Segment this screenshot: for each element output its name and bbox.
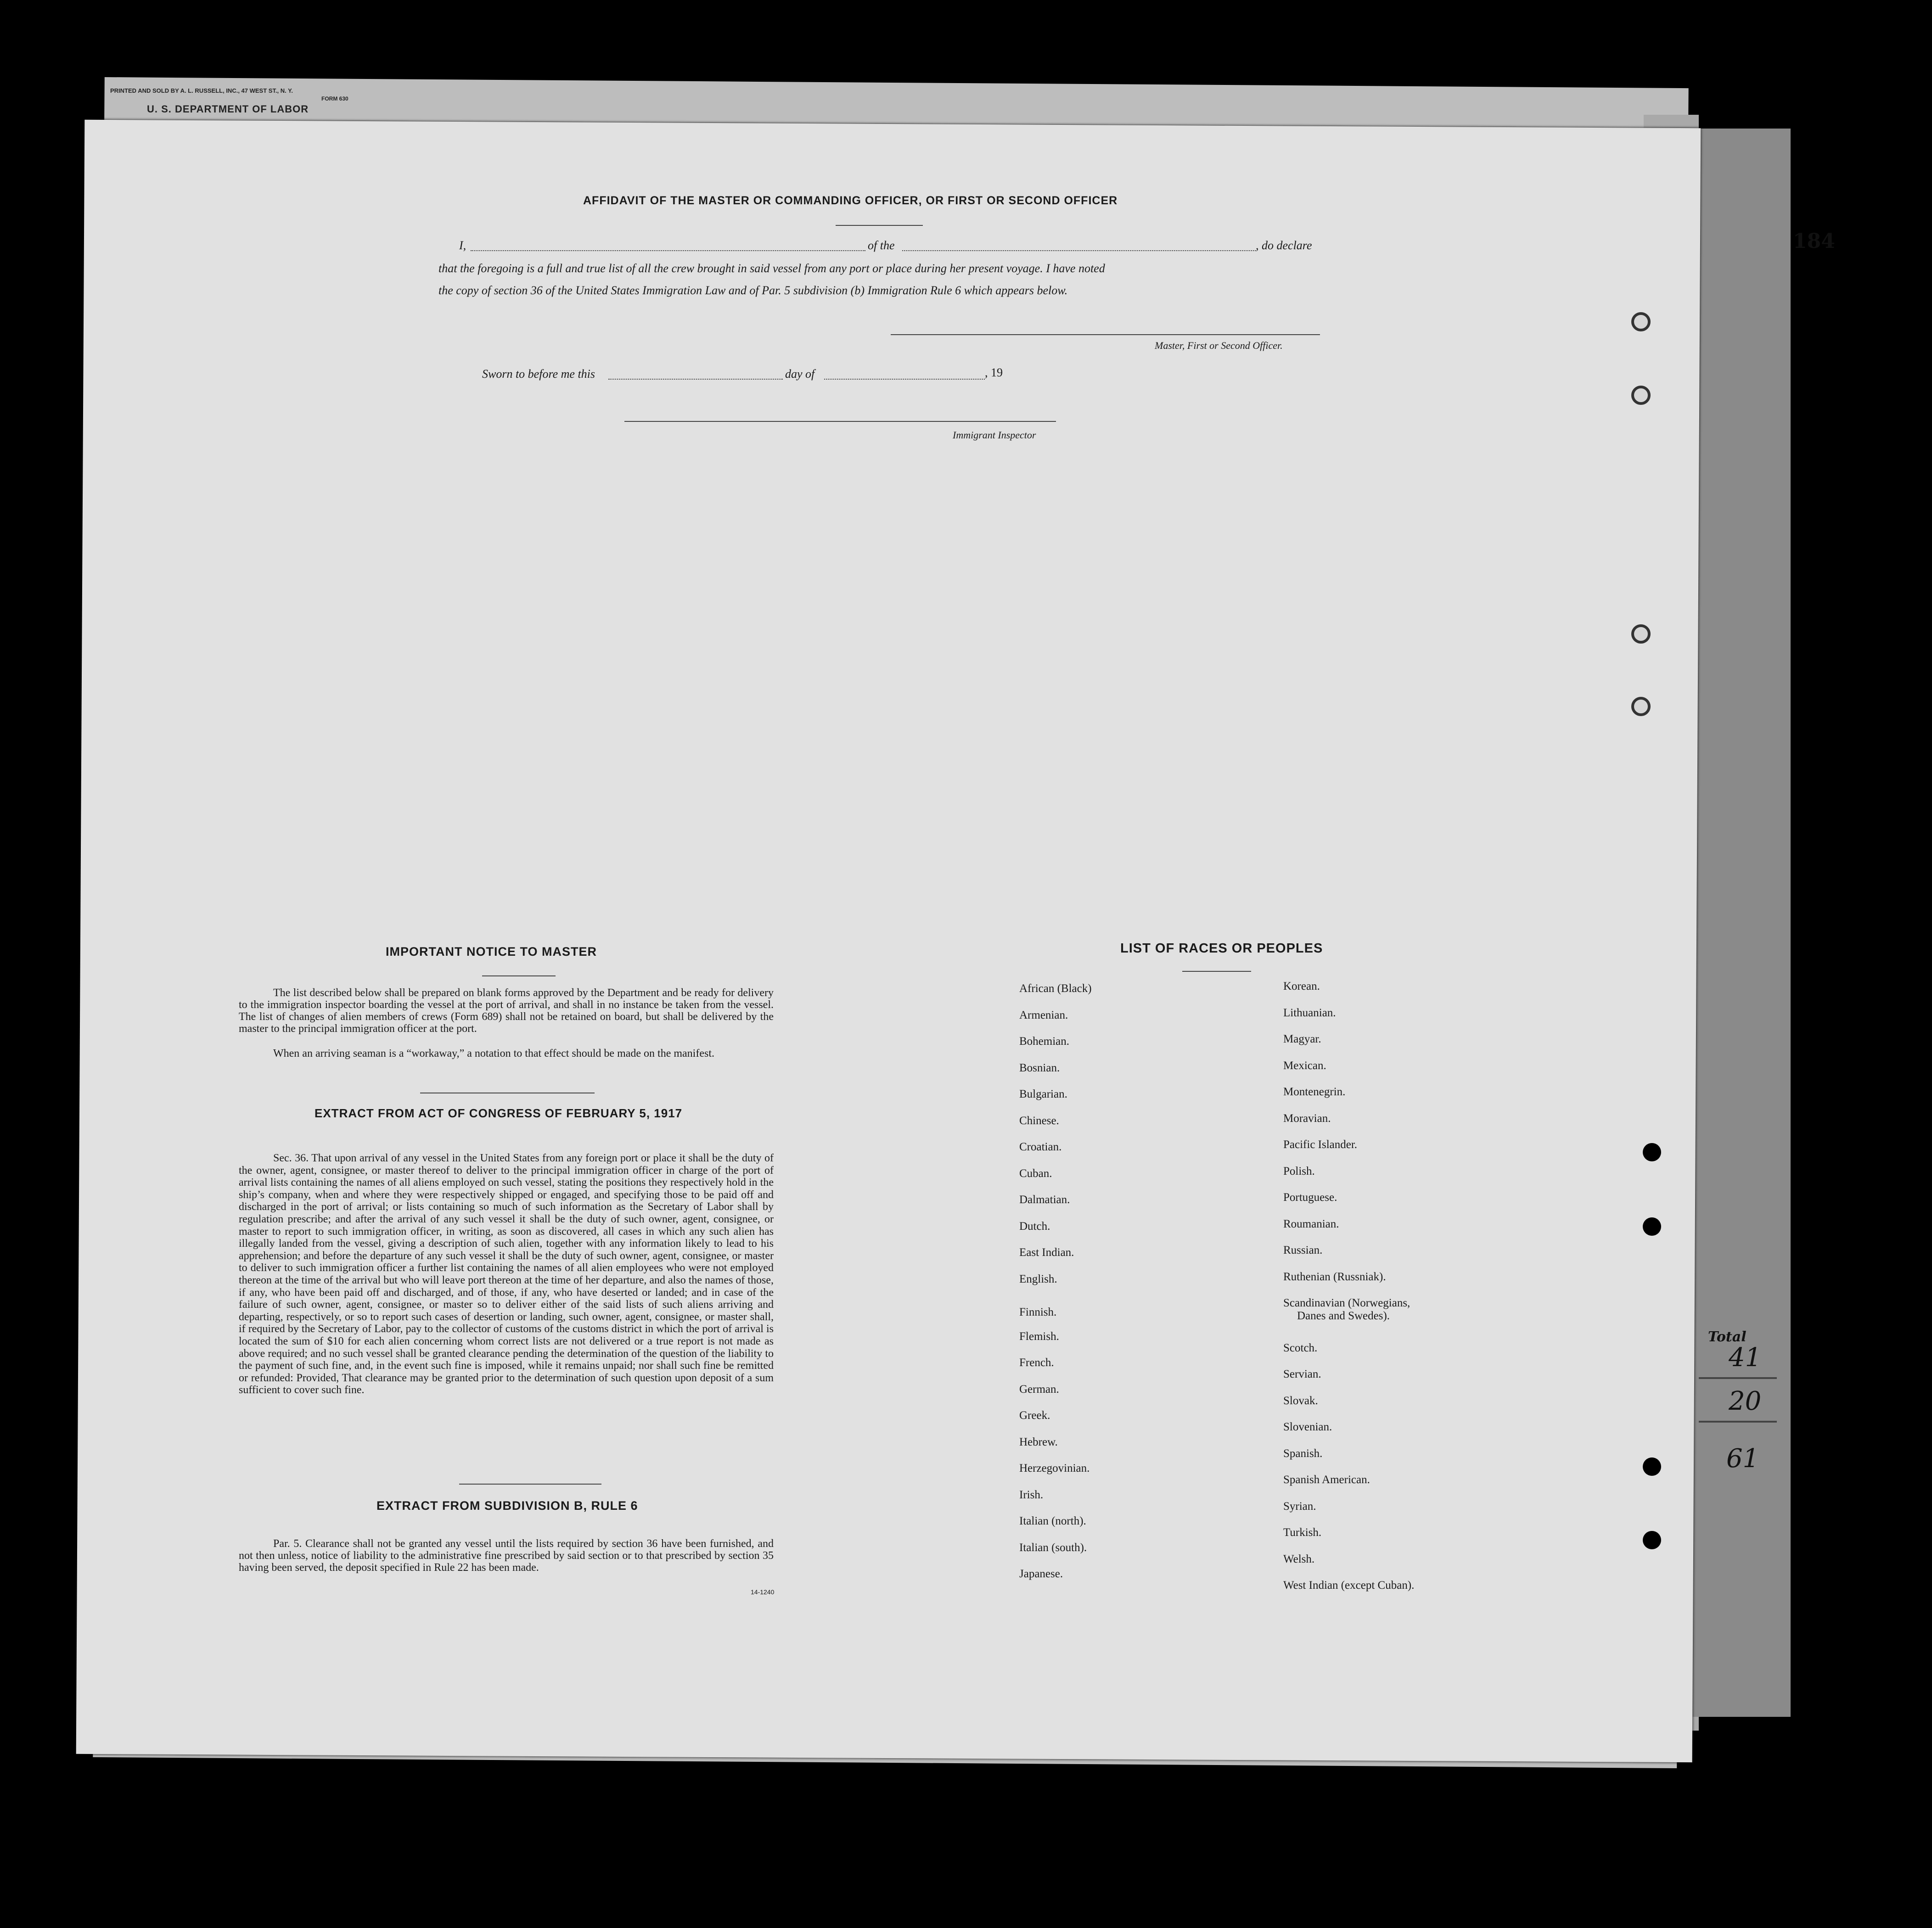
day-field[interactable] [608,379,783,380]
affidavit-body-line2: the copy of section 36 of the United States Immigration Law and of Par. 5 subdivision (b) Immigration Rule 6 which appears below. [438,284,1068,297]
race-item: Welsh. [1283,1552,1315,1565]
binder-hole [1631,312,1651,331]
race-item: Dutch. [1019,1220,1050,1233]
race-item: Bohemian. [1019,1035,1070,1048]
form-number: FORM 630 [321,95,348,102]
extract-rule-text: Par. 5. Clearance shall not be granted any vessel until the lists required by section 36 have been furnished, and not then unless, notice of liability to the administrative fine prescribed by said section or to that prescribed by section 35 having been served, the deposit specified in Rule 22 has been made. [239,1538,774,1574]
affidavit-title: AFFIDAVIT OF THE MASTER OR COMMANDING OFFICER, OR FIRST OR SECOND OFFICER [583,194,1118,207]
race-item: Hebrew. [1019,1435,1058,1448]
race-item: Italian (south). [1019,1541,1087,1554]
race-item: Turkish. [1283,1526,1322,1539]
race-item: Syrian. [1283,1500,1316,1513]
race-item: Scotch. [1283,1341,1318,1354]
race-item: Roumanian. [1283,1217,1339,1230]
month-field[interactable] [824,379,985,380]
race-item: English. [1019,1272,1057,1285]
race-item: West Indian (except Cuban). [1283,1579,1415,1592]
name-field[interactable] [471,250,865,251]
binder-hole [1643,1457,1661,1476]
divider [1699,1421,1777,1423]
total-value: 61 [1726,1444,1759,1474]
binder-panel [1690,129,1791,1717]
race-item: Danes and Swedes). [1297,1310,1390,1322]
divider [836,225,923,226]
divider [482,975,556,976]
race-item: Italian (north). [1019,1515,1086,1527]
year-label: , 19 [985,366,1003,379]
race-item: Portuguese. [1283,1191,1337,1204]
department-label: U. S. DEPARTMENT OF LABOR [147,103,309,115]
race-item: Montenegrin. [1283,1086,1346,1098]
binder-hole [1631,697,1651,716]
binder-hole [1631,386,1651,405]
total-label: Total [1708,1329,1747,1345]
inspector-caption: Immigrant Inspector [953,429,1036,441]
race-item: Russian. [1283,1244,1323,1256]
race-item: Slovenian. [1283,1421,1332,1433]
do-declare-label: , do declare [1256,239,1312,252]
page-number: 184 [1793,230,1835,253]
master-signature-line[interactable] [891,334,1320,335]
race-item: Japanese. [1019,1568,1063,1580]
race-item: Spanish American. [1283,1474,1370,1486]
form-code: 14-1240 [751,1588,775,1596]
binder-hole [1643,1143,1661,1161]
race-item: East Indian. [1019,1246,1074,1259]
race-item: Armenian. [1019,1009,1068,1021]
divider [1182,971,1251,972]
master-caption: Master, First or Second Officer. [1155,340,1283,351]
divider [459,1484,601,1485]
race-item: Irish. [1019,1488,1044,1501]
race-item: Chinese. [1019,1114,1059,1127]
race-item: Dalmatian. [1019,1194,1070,1206]
affidavit-body-line1: that the foregoing is a full and true list of all the crew brought in said vessel from any port or place during her present voyage. I have noted [438,262,1105,275]
notice-para1: The list described below shall be prepared on blank forms approved by the Department and be ready for delivery to the immigration inspector boarding the vessel at the port of arrival, and shall in no instance be taken from the vessel. The list of changes of alien members of crews (Form 689) shall not be retained on board, but shall be delivered by the master to the principal immigration officer at the port. [239,987,774,1035]
race-item: Scandinavian (Norwegians, [1283,1297,1410,1309]
race-item: Finnish. [1019,1306,1057,1318]
race-item: German. [1019,1383,1059,1396]
race-item: Ruthenian (Russniak). [1283,1270,1386,1283]
binder-hole [1631,624,1651,644]
race-item: Pacific Islander. [1283,1138,1358,1151]
race-item: Lithuanian. [1283,1006,1336,1019]
day-of-label: day of [785,367,815,381]
race-item: Slovak. [1283,1394,1318,1407]
race-item: Flemish. [1019,1330,1059,1343]
races-title: LIST OF RACES OR PEOPLES [1120,941,1323,956]
manifest-page [76,120,1701,1762]
race-item: Herzegovinian. [1019,1462,1090,1474]
race-item: Servian. [1283,1368,1321,1380]
race-item: Croatian. [1019,1141,1062,1153]
notice-title: IMPORTANT NOTICE TO MASTER [386,945,597,958]
extract-act-text: Sec. 36. That upon arrival of any vessel in the United States from any foreign port or place it shall be the duty of the owner, agent, consignee, or master thereof to deliver to the principal immigration officer in charge of the port of arrival lists containing the names of all aliens employed on such vessel, stating the positions they respectively hold in the ship’s company, when and where they were respectively shipped or engaged, and specifying those to be paid off and discharged in the port of arrival; or lists containing so much of such information as the Secretary of Labor shall by regulation prescribe; and after the arrival of any such vessel it shall be the duty of such owner, agent, consignee, or master to report to such immigration officer, in writing, as soon as discovered, all cases in which any such alien has illegally landed from the vessel, giving a description of such alien, together with any information likely to lead to his apprehension; and before the departure of any such vessel it shall be the duty of such owner, agent, consignee, or master to deliver to such immigration officer a further list containing the names of all alien employees who were not employed thereon at the time of the arrival but who will leave port thereon at the time of her departure, and also the names of those, if any, who have been paid off and discharged, and of those, if any, who have deserted or landed; and in case of the failure of such owner, agent, consignee, or master so to deliver either of the said lists of such aliens arriving and departing, respectively, or so to report such cases of desertion or landing, such owner, agent, consignee, or master shall, if required by the Secretary of Labor, pay to the collector of customs of the customs district in which the port of arrival is located the sum of $10 for each alien concerning whom correct lists are not delivered or a true report is not made as above required; and no such vessel shall be granted clearance pending the determination of the question of the liability to the payment of such fine, and, in the event such fine is imposed, while it remains unpaid; nor shall such fine be remitted or refunded: Provided, That clearance may be granted prior to the determination of such question upon deposit of a sum sufficient to cover such fine. [239,1152,774,1396]
race-item: Magyar. [1283,1033,1321,1045]
race-item: Moravian. [1283,1112,1331,1125]
race-item: Bulgarian. [1019,1088,1067,1100]
of-the-label: of the [868,239,895,252]
inspector-signature-line[interactable] [624,421,1056,422]
sworn-label: Sworn to before me this [482,367,595,381]
notice-para2: When an arriving seaman is a “workaway,” a notation to that effect should be made on the manifest. [273,1048,714,1059]
printer-line: PRINTED AND SOLD BY A. L. RUSSELL, INC., 47 WEST ST., N. Y. [110,87,293,94]
race-item: Bosnian. [1019,1061,1060,1074]
race-item: Spanish. [1283,1447,1323,1460]
total-value: 20 [1729,1386,1762,1416]
divider [1699,1377,1777,1379]
binder-hole [1643,1217,1661,1236]
extract-act-title: EXTRACT FROM ACT OF CONGRESS OF FEBRUARY 5, 1917 [315,1106,683,1120]
race-item: Polish. [1283,1165,1315,1177]
race-item: French. [1019,1356,1054,1369]
race-item: African (Black) [1019,982,1092,995]
race-item: Greek. [1019,1409,1050,1422]
vessel-field[interactable] [902,250,1256,251]
race-item: Korean. [1283,980,1320,992]
affidavit-i-label: I, [459,239,466,252]
total-value: 41 [1729,1343,1762,1373]
extract-rule-title: EXTRACT FROM SUBDIVISION B, RULE 6 [376,1499,638,1513]
race-item: Cuban. [1019,1167,1052,1180]
race-item: Mexican. [1283,1059,1326,1072]
binder-hole [1643,1531,1661,1549]
